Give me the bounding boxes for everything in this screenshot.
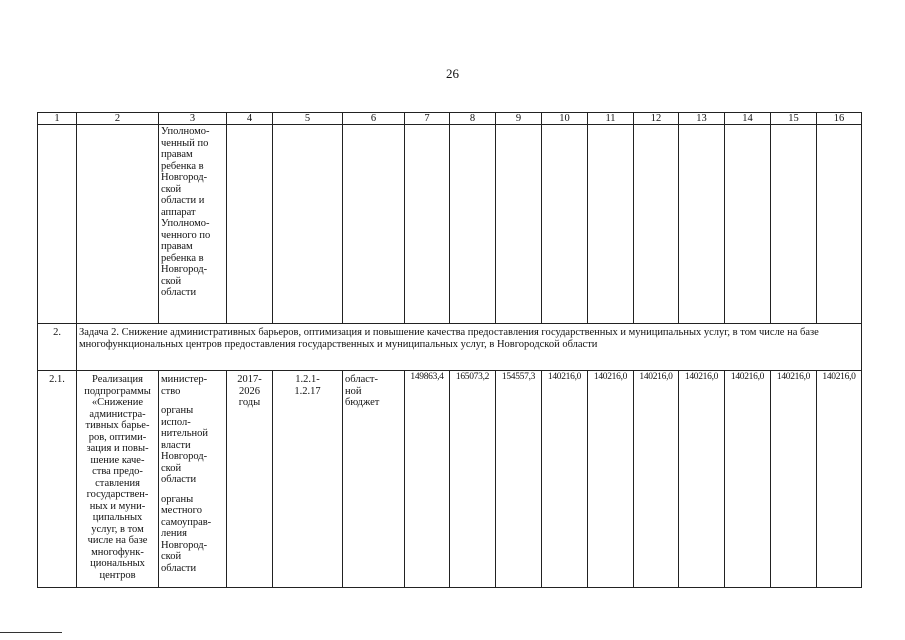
header-cell: 9 xyxy=(496,113,542,125)
value-cell: 140216,0 xyxy=(817,371,862,588)
empty-cell xyxy=(634,125,679,324)
empty-cell xyxy=(588,125,634,324)
header-cell: 6 xyxy=(343,113,405,125)
value-cell: 140216,0 xyxy=(588,371,634,588)
value-cell: 140216,0 xyxy=(679,371,725,588)
task-number: 2. xyxy=(38,324,77,371)
header-row xyxy=(38,113,862,125)
empty-cell xyxy=(343,125,405,324)
funding-source-cell: област- ной бюджет xyxy=(343,371,405,588)
empty-cell xyxy=(450,125,496,324)
empty-cell xyxy=(77,125,159,324)
executor-regional-authorities: органы испол- нительной власти Новгород- ской области xyxy=(161,405,209,485)
header-cell: 12 xyxy=(634,113,679,125)
empty-cell xyxy=(227,125,273,324)
value-cell: 149863,4 xyxy=(405,371,450,588)
empty-cell xyxy=(771,125,817,324)
table-row xyxy=(38,371,862,588)
header-cell: 10 xyxy=(542,113,588,125)
value-cell: 140216,0 xyxy=(542,371,588,588)
empty-cell xyxy=(38,125,77,324)
header-cell: 14 xyxy=(725,113,771,125)
value-cell: 154557,3 xyxy=(496,371,542,588)
header-cell: 3 xyxy=(159,113,227,125)
page-number: 26 xyxy=(446,66,459,81)
empty-cell xyxy=(817,125,862,324)
executor-local-government: органы местного самоуправ- ления Новгород- ской области xyxy=(161,493,212,574)
task-row xyxy=(38,324,862,371)
empty-cell xyxy=(496,125,542,324)
table-row xyxy=(38,125,862,324)
item-name: Реализация подпрограммы «Снижение администра- тивных барье- ров, оптими- зация и повы- шение каче- ства предо- ставления государствен- ных и муни- ципальных услуг, в том числе на базе многофунк- циональных центров xyxy=(77,371,159,588)
executor-ministry: министер- ство xyxy=(161,374,208,397)
header-cell: 4 xyxy=(227,113,273,125)
empty-cell xyxy=(405,125,450,324)
header-cell: 11 xyxy=(588,113,634,125)
value-cell: 140216,0 xyxy=(725,371,771,588)
task-title: Задача 2. Снижение административных барьеров, оптимизация и повышение качества предоставления государственных и муниципальных услуг, в том числе на базе многофункциональных центров предоставления государственных и муниципальных услуг, в Новгородской области xyxy=(77,324,862,371)
program-table xyxy=(37,112,862,588)
header-cell: 5 xyxy=(273,113,343,125)
header-cell: 15 xyxy=(771,113,817,125)
header-cell: 1 xyxy=(38,113,77,125)
value-cell: 165073,2 xyxy=(450,371,496,588)
empty-cell xyxy=(273,125,343,324)
header-cell: 7 xyxy=(405,113,450,125)
value-cell: 140216,0 xyxy=(634,371,679,588)
empty-cell xyxy=(725,125,771,324)
item-number: 2.1. xyxy=(38,371,77,588)
targets-cell: 1.2.1- 1.2.17 xyxy=(273,371,343,588)
header-cell: 13 xyxy=(679,113,725,125)
footnote-rule xyxy=(0,632,62,633)
header-cell: 8 xyxy=(450,113,496,125)
executors-cell xyxy=(159,371,227,588)
empty-cell xyxy=(679,125,725,324)
executor-cell: Уполномо- ченный по правам ребенка в Новгород- ской области и аппарат Уполномо- ченного по правам ребенка в Новгород- ской области xyxy=(159,125,227,324)
empty-cell xyxy=(542,125,588,324)
header-cell: 2 xyxy=(77,113,159,125)
header-cell: 16 xyxy=(817,113,862,125)
period-cell: 2017- 2026 годы xyxy=(227,371,273,588)
value-cell: 140216,0 xyxy=(771,371,817,588)
